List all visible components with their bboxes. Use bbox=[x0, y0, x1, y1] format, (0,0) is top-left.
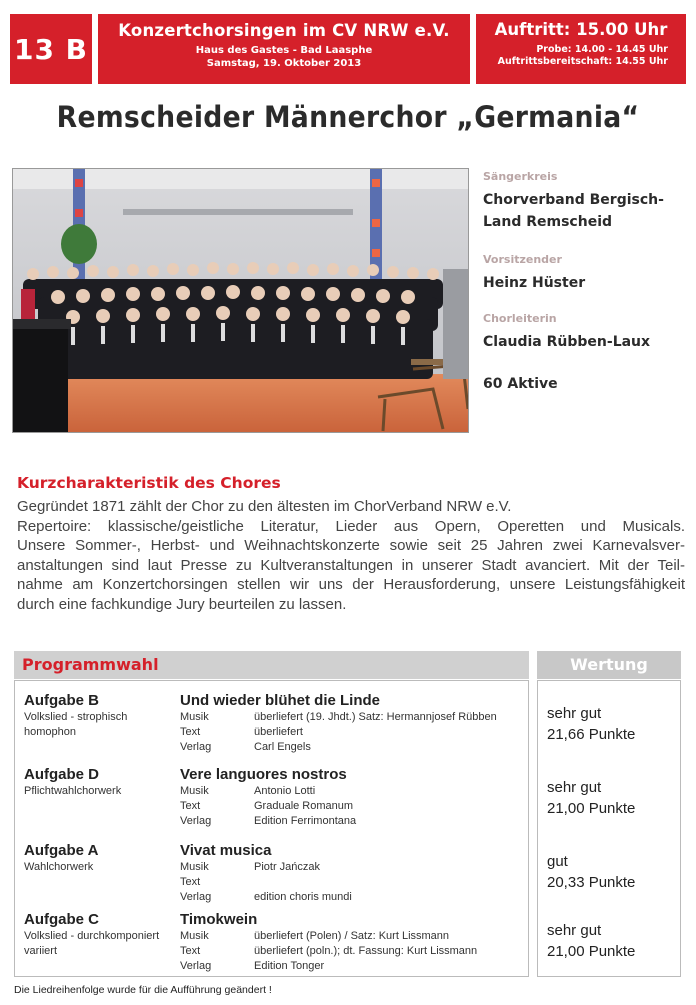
song-text-row bbox=[180, 799, 525, 814]
chair-label: Vorsitzender bbox=[483, 253, 562, 266]
text-label: Text bbox=[180, 800, 201, 812]
district-value-1: Chorverband Bergisch- bbox=[483, 192, 664, 208]
event-date: Samstag, 19. Oktober 2013 bbox=[206, 58, 362, 69]
song-music-row bbox=[180, 784, 525, 799]
score-item bbox=[547, 777, 677, 819]
score-rating: gut bbox=[547, 853, 568, 870]
choir-photo bbox=[12, 168, 469, 433]
director-value: Claudia Rübben-Laux bbox=[483, 334, 651, 350]
score-points: 20,33 Punkte bbox=[547, 874, 636, 891]
publisher-label: Verlag bbox=[180, 741, 212, 753]
song-title: Vivat musica bbox=[180, 842, 272, 859]
district-value-2: Land Remscheid bbox=[483, 214, 613, 230]
text-label: Text bbox=[180, 726, 201, 738]
score-item bbox=[547, 851, 677, 893]
standby-time: Auftrittsbereitschaft: 14.55 Uhr bbox=[497, 56, 668, 67]
task-name: Aufgabe B bbox=[24, 692, 99, 709]
characteristics-heading: Kurzcharakteristik des Chores bbox=[17, 474, 281, 492]
choir-title: Remscheider Männerchor „Germania“ bbox=[56, 100, 640, 134]
rehearsal-time: Probe: 14.00 - 14.45 Uhr bbox=[536, 44, 668, 55]
task-item bbox=[24, 766, 179, 799]
score-points: 21,00 Punkte bbox=[547, 943, 636, 960]
score-rating: sehr gut bbox=[547, 779, 602, 796]
music-label: Musik bbox=[180, 861, 209, 873]
event-venue: Haus des Gastes - Bad Laasphe bbox=[195, 45, 373, 56]
chair-value: Heinz Hüster bbox=[483, 275, 586, 291]
characteristics-line: Repertoire: klassische/geistliche Literatur, Lieder aus Opern, Operetten und Musicals. bbox=[17, 517, 685, 535]
event-title: Konzertchorsingen im CV NRW e.V. bbox=[118, 21, 450, 40]
text-value: überliefert bbox=[254, 726, 303, 738]
song-text-row bbox=[180, 875, 525, 890]
song-music-row bbox=[180, 710, 525, 725]
text-label: Text bbox=[180, 876, 201, 888]
song-text-row bbox=[180, 725, 525, 740]
task-item bbox=[24, 911, 179, 959]
song-publisher-row bbox=[180, 740, 525, 755]
program-number-badge bbox=[10, 14, 92, 84]
publisher-value: edition choris mundi bbox=[254, 891, 352, 903]
song-title: Und wieder blühet die Linde bbox=[180, 692, 381, 709]
song-publisher-row bbox=[180, 814, 525, 829]
performance-time: Auftritt: 15.00 Uhr bbox=[494, 20, 668, 39]
publisher-label: Verlag bbox=[180, 960, 212, 972]
director-label: Chorleiterin bbox=[483, 312, 557, 325]
music-label: Musik bbox=[180, 785, 209, 797]
task-name: Aufgabe C bbox=[24, 911, 99, 928]
song-item bbox=[180, 692, 525, 755]
song-title: Timokwein bbox=[180, 911, 258, 928]
task-name: Aufgabe A bbox=[24, 842, 99, 859]
publisher-value: Edition Ferrimontana bbox=[254, 815, 357, 827]
task-desc: Pflichtwahlchorwerk bbox=[24, 785, 122, 797]
text-value bbox=[254, 875, 525, 890]
song-text-row bbox=[180, 944, 525, 959]
task-item bbox=[24, 692, 179, 740]
song-item bbox=[180, 766, 525, 829]
song-music-row bbox=[180, 929, 525, 944]
characteristics-line: anstaltungen sind laut Presse zu Kultveranstaltungen in unserer Stadt avanciert. Mit der Teil- bbox=[17, 556, 685, 574]
characteristics-line: Unsere Sommer-, Herbst- und Weihnachtskonzerte sowie seit 25 Jahren zwei Karnevalsver- bbox=[17, 537, 685, 555]
music-value: überliefert (19. Jhdt.) Satz: Hermannjosef Rübben bbox=[254, 711, 497, 723]
song-item bbox=[180, 911, 525, 974]
rating-heading-bar bbox=[537, 651, 681, 679]
music-value: Piotr Jańczak bbox=[254, 861, 321, 873]
song-title: Vere languores nostros bbox=[180, 766, 347, 783]
score-rating: sehr gut bbox=[547, 705, 602, 722]
program-heading-bar bbox=[14, 651, 529, 679]
task-desc: variiert bbox=[24, 945, 58, 957]
score-points: 21,00 Punkte bbox=[547, 800, 636, 817]
score-item bbox=[547, 920, 677, 962]
choir-info bbox=[483, 170, 683, 395]
text-value: Graduale Romanum bbox=[254, 800, 354, 812]
active-members: 60 Aktive bbox=[483, 376, 558, 392]
music-value: überliefert (Polen) / Satz: Kurt Lissmann bbox=[254, 930, 450, 942]
song-item bbox=[180, 842, 525, 905]
score-rating: sehr gut bbox=[547, 922, 602, 939]
task-desc: Volkslied - durchkomponiert bbox=[24, 930, 160, 942]
task-name: Aufgabe D bbox=[24, 766, 99, 783]
rating-heading: Wertung bbox=[570, 655, 648, 674]
event-header bbox=[98, 14, 470, 84]
score-points: 21,66 Punkte bbox=[547, 726, 636, 743]
task-item bbox=[24, 842, 179, 875]
characteristics-text bbox=[17, 497, 685, 615]
footnote: Die Liedreihenfolge wurde für die Aufführung geändert ! bbox=[14, 984, 272, 996]
publisher-label: Verlag bbox=[180, 815, 212, 827]
characteristics-line: durch eine fachkundige Jury beurteilen zu lassen. bbox=[17, 595, 347, 613]
program-number: 13 B bbox=[13, 32, 89, 66]
music-label: Musik bbox=[180, 711, 209, 723]
program-heading: Programmwahl bbox=[22, 655, 159, 674]
schedule-header bbox=[476, 14, 686, 84]
publisher-value: Carl Engels bbox=[254, 741, 311, 753]
text-value: überliefert (poln.); dt. Fassung: Kurt Lissmann bbox=[254, 945, 478, 957]
characteristics-line: Gegründet 1871 zählt der Chor zu den ältesten im ChorVerband NRW e.V. bbox=[17, 498, 512, 515]
district-label: Sängerkreis bbox=[483, 170, 558, 183]
song-publisher-row bbox=[180, 959, 525, 974]
publisher-label: Verlag bbox=[180, 891, 212, 903]
song-music-row bbox=[180, 860, 525, 875]
task-desc: Volkslied - strophisch bbox=[24, 711, 128, 723]
task-desc: Wahlchorwerk bbox=[24, 861, 94, 873]
song-publisher-row bbox=[180, 890, 525, 905]
publisher-value: Edition Tonger bbox=[254, 960, 325, 972]
music-label: Musik bbox=[180, 930, 209, 942]
characteristics-line: nahme am Konzertchorsingen stellen wir uns der Herausforderung, unsere Leistungsfähigkeit bbox=[17, 576, 685, 594]
task-desc: homophon bbox=[24, 726, 76, 738]
music-value: Antonio Lotti bbox=[254, 785, 316, 797]
score-item bbox=[547, 703, 677, 745]
text-label: Text bbox=[180, 945, 201, 957]
